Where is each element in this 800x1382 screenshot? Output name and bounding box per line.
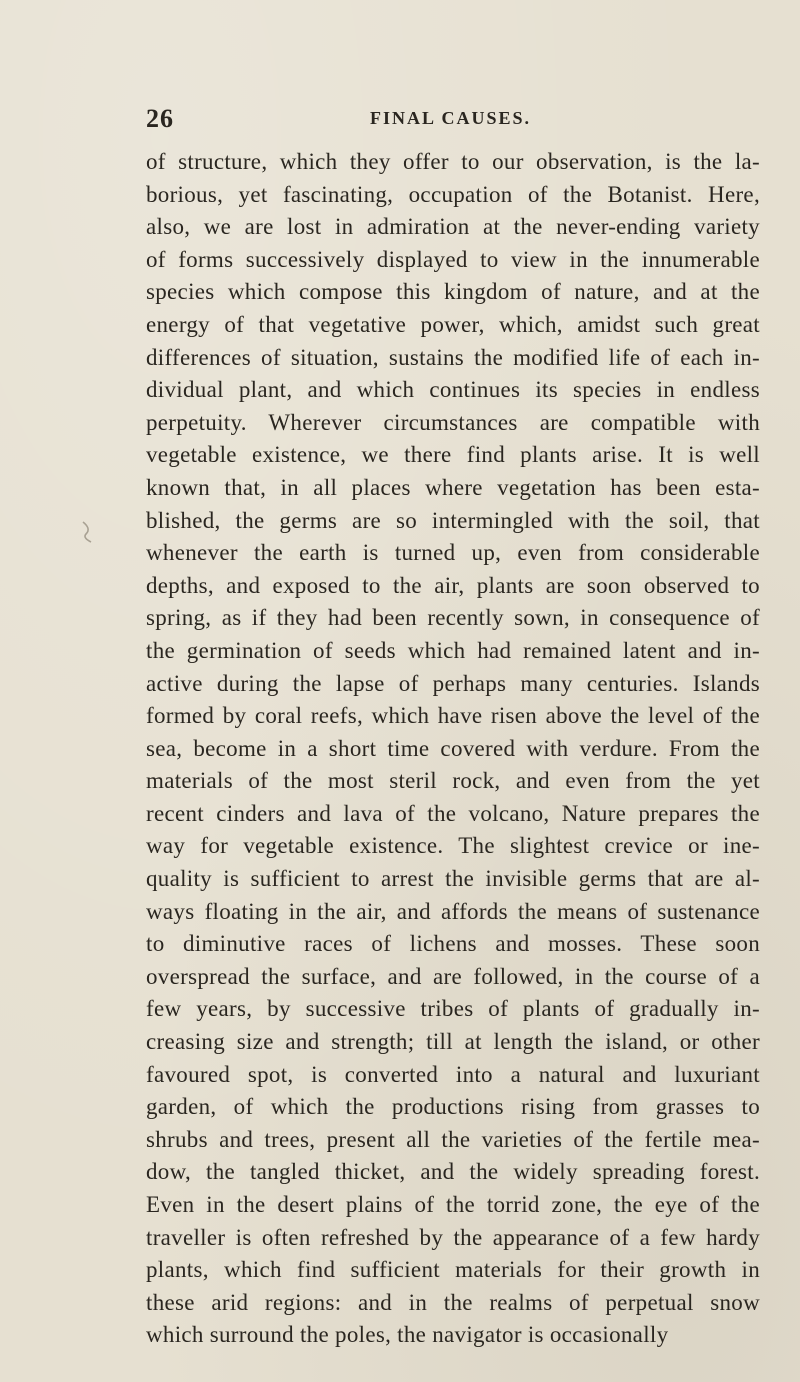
text-line: also, we are lost in admiration at the never-ending variety [146, 214, 760, 240]
running-title: FINAL CAUSES. [370, 108, 532, 128]
text-line: plants, which find sufficient materials for their growth in [146, 1257, 760, 1283]
running-head [146, 104, 746, 134]
text-line: materials of the most steril rock, and even from the yet [146, 768, 760, 794]
text-line: whenever the earth is turned up, even from considerable [146, 540, 760, 566]
text-line: of structure, which they offer to our observation, is the la- [146, 149, 760, 174]
text-line: dow, the tangled thicket, and the widely spreading forest. [146, 1159, 760, 1185]
text-line: recent cinders and lava of the volcano, Nature prepares the [146, 800, 760, 826]
text-line: way for vegetable existence. The slightest crevice or ine- [146, 833, 760, 859]
text-line: borious, yet fascinating, occupation of the Botanist. Here, [146, 181, 760, 207]
text-line: dividual plant, and which continues its species in endless [146, 377, 760, 403]
text-line: quality is sufficient to arrest the invisible germs that are al- [146, 866, 760, 892]
text-line: few years, by successive tribes of plants of gradually in- [146, 996, 760, 1022]
text-line: formed by coral reefs, which have risen above the level of the [146, 703, 760, 729]
text-line: overspread the surface, and are followed, in the course of a [146, 963, 760, 989]
text-line: which surround the poles, the navigator is occasionally [146, 1322, 669, 1348]
text-line: blished, the germs are so intermingled with the soil, that [146, 507, 760, 533]
text-line: shrubs and trees, present all the varieties of the fertile mea- [146, 1126, 760, 1152]
text-line: known that, in all places where vegetation has been esta- [146, 474, 760, 500]
text-line: differences of situation, sustains the modified life of each in- [146, 344, 760, 370]
text-line: vegetable existence, we there find plants arise. It is well [146, 442, 760, 468]
text-line: the germination of seeds which had remained latent and in- [146, 637, 760, 663]
body-text [146, 146, 760, 1352]
text-line: to diminutive races of lichens and mosses. These soon [146, 931, 760, 957]
text-line: perpetuity. Wherever circumstances are compatible with [146, 409, 760, 435]
text-line: of forms successively displayed to view in the innumerable [146, 246, 760, 272]
text-line: ways floating in the air, and affords the means of sustenance [146, 898, 760, 924]
text-line: species which compose this kingdom of nature, and at the [146, 279, 760, 305]
text-line: these arid regions: and in the realms of perpetual snow [146, 1289, 760, 1315]
text-line: sea, become in a short time covered with verdure. From the [146, 735, 760, 761]
text-line: spring, as if they had been recently sown, in consequence of [146, 605, 760, 631]
margin-smudge-icon [80, 520, 94, 544]
text-line: Even in the desert plains of the torrid zone, the eye of the [146, 1192, 760, 1217]
text-line: favoured spot, is converted into a natural and luxuriant [146, 1061, 760, 1087]
text-line: traveller is often refreshed by the appearance of a few hardy [146, 1224, 760, 1250]
page-number: 26 [146, 104, 174, 133]
text-line: active during the lapse of perhaps many centuries. Islands [146, 670, 760, 696]
text-line: garden, of which the productions rising from grasses to [146, 1094, 760, 1120]
text-line: energy of that vegetative power, which, amidst such great [146, 311, 760, 337]
text-line: creasing size and strength; till at length the island, or other [146, 1029, 760, 1055]
text-line: depths, and exposed to the air, plants are soon observed to [146, 572, 760, 598]
